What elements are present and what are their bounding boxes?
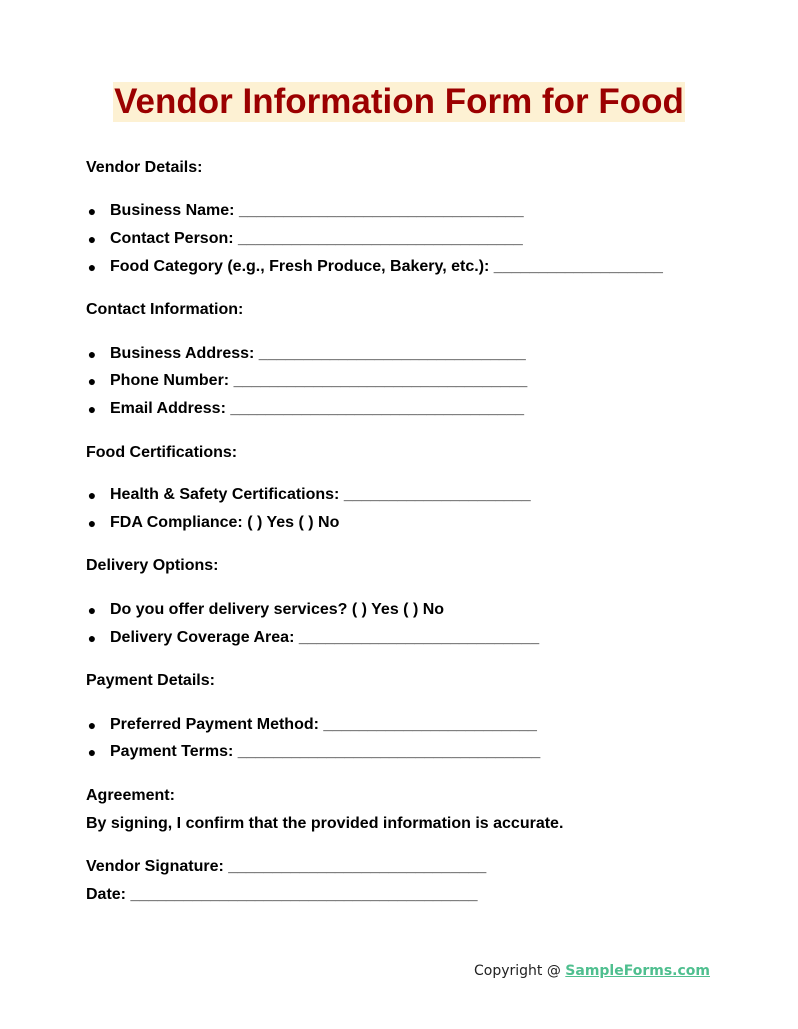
field-label: FDA Compliance: ( ) Yes ( ) No — [110, 514, 340, 531]
section-heading-delivery-options: Delivery Options: — [86, 557, 219, 574]
field-health-safety-certifications[interactable] — [87, 485, 531, 505]
field-date[interactable]: Date: _______________________________________ — [86, 886, 478, 903]
field-contact-person[interactable] — [87, 229, 523, 249]
field-label: Business Address: ______________________________ — [110, 345, 526, 362]
field-label: Preferred Payment Method: ________________________ — [110, 716, 537, 733]
field-delivery-coverage-area[interactable] — [87, 628, 540, 648]
field-label: Email Address: _________________________________ — [110, 400, 524, 417]
bullet-icon: ● — [87, 401, 97, 417]
field-label: Food Category (e.g., Fresh Produce, Bakery, etc.): ___________________ — [110, 258, 663, 275]
section-heading-contact-information: Contact Information: — [86, 301, 244, 318]
field-label: Health & Safety Certifications: _____________________ — [110, 486, 531, 503]
field-label: Contact Person: ________________________________ — [110, 230, 523, 247]
bullet-icon: ● — [87, 717, 97, 733]
page-title: Vendor Information Form for Food — [114, 82, 684, 121]
field-label: Delivery Coverage Area: ___________________________ — [110, 629, 540, 646]
bullet-icon: ● — [87, 346, 97, 362]
bullet-icon: ● — [87, 203, 97, 219]
field-label: Business Name: ________________________________ — [110, 202, 524, 219]
sampleforms-link[interactable]: SampleForms.com — [565, 963, 710, 979]
field-phone-number[interactable] — [87, 371, 528, 391]
copyright-text: Copyright @ — [473, 963, 566, 979]
title-container — [0, 82, 798, 122]
bullet-icon: ● — [87, 259, 97, 275]
section-heading-vendor-details: Vendor Details: — [86, 159, 203, 176]
bullet-icon: ● — [87, 231, 97, 247]
section-heading-payment-details: Payment Details: — [86, 672, 215, 689]
field-business-name[interactable] — [87, 201, 524, 221]
field-label: Phone Number: _________________________________ — [110, 372, 528, 389]
field-label: Payment Terms: __________________________________ — [110, 743, 541, 760]
bullet-icon: ● — [87, 487, 97, 503]
field-payment-terms[interactable] — [87, 742, 541, 762]
field-email-address[interactable] — [87, 399, 524, 419]
bullet-icon: ● — [87, 602, 97, 618]
agreement-text: By signing, I confirm that the provided information is accurate. — [86, 815, 564, 832]
field-fda-compliance[interactable] — [87, 513, 340, 533]
field-delivery-services[interactable] — [87, 600, 445, 620]
field-business-address[interactable] — [87, 344, 526, 364]
field-vendor-signature[interactable]: Vendor Signature: _____________________________ — [86, 858, 487, 875]
field-preferred-payment-method[interactable] — [87, 715, 537, 735]
section-heading-agreement: Agreement: — [86, 787, 175, 804]
bullet-icon: ● — [87, 515, 97, 531]
field-food-category[interactable] — [87, 257, 663, 277]
section-heading-food-certifications: Food Certifications: — [86, 444, 238, 461]
bullet-icon: ● — [87, 630, 97, 646]
bullet-icon: ● — [87, 373, 97, 389]
footer-copyright — [474, 963, 710, 979]
field-label: Do you offer delivery services? ( ) Yes ( ) No — [110, 601, 445, 618]
bullet-icon: ● — [87, 744, 97, 760]
